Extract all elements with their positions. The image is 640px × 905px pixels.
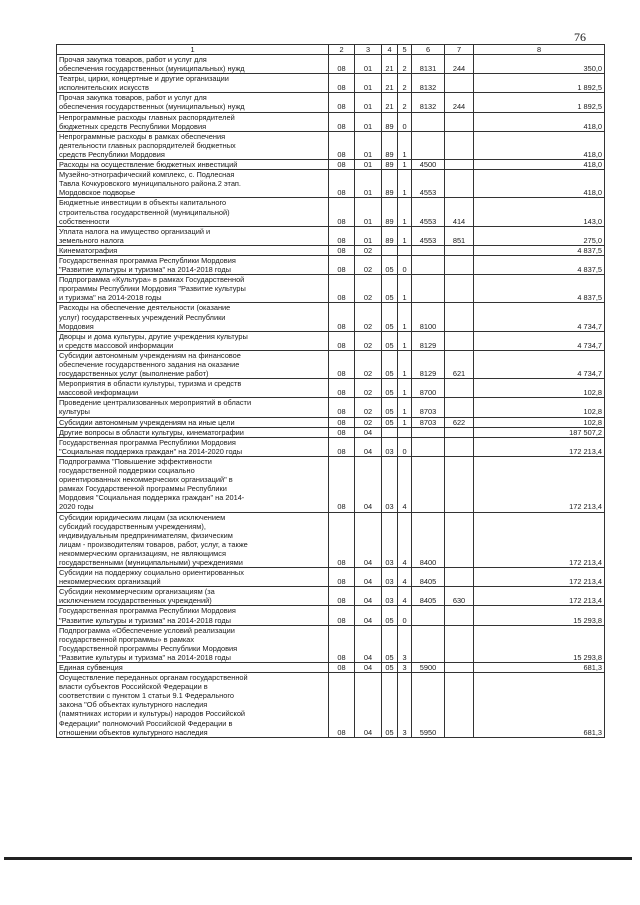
row-name-cell: Государственная программа Республики Мордовия "Социальная поддержка граждан" на 2014-2020 годы — [57, 437, 329, 456]
row-name-cell: Уплата налога на имущество организаций и земельного налога — [57, 226, 329, 245]
row-name-cell: Подпрограмма "Повышение эффективности государственной поддержки социально ориентированных некоммерческих организаций" в рамках Государственной программы Республики Мордовия "Социальная поддержка граждан" на 2014- 2020 годы — [57, 456, 329, 512]
target-item-cell — [412, 112, 445, 131]
row-name-cell: Субсидии автономным учреждениям на финансовое обеспечение государственного задания на оказание государственных услуг (выполнение работ) — [57, 350, 329, 378]
program-cell: 03 — [382, 587, 398, 606]
expense-type-cell — [445, 568, 474, 587]
subsection-cell: 02 — [355, 379, 382, 398]
row-name-cell: Государственная программа Республики Мордовия "Развитие культуры и туризма" на 2014-2018 годы — [57, 255, 329, 274]
program-cell: 05 — [382, 673, 398, 738]
subsection-cell: 04 — [355, 587, 382, 606]
table-row — [57, 379, 605, 398]
amount-cell: 15 293,8 — [474, 606, 605, 625]
subsection-cell: 02 — [355, 417, 382, 427]
target-item-cell — [412, 255, 445, 274]
table-row — [57, 331, 605, 350]
section-cell: 08 — [329, 606, 355, 625]
target-item-cell: 8100 — [412, 303, 445, 331]
amount-cell: 4 837,5 — [474, 245, 605, 255]
table-row — [57, 437, 605, 456]
table-row — [57, 55, 605, 74]
table-row — [57, 350, 605, 378]
table-row — [57, 170, 605, 198]
subprogram-cell: 1 — [398, 131, 412, 159]
subsection-cell: 02 — [355, 275, 382, 303]
subprogram-cell: 0 — [398, 112, 412, 131]
table-row — [57, 198, 605, 226]
expense-type-cell: 622 — [445, 417, 474, 427]
target-item-cell — [412, 427, 445, 437]
subsection-cell: 02 — [355, 350, 382, 378]
subprogram-cell: 1 — [398, 275, 412, 303]
row-name-cell: Дворцы и дома культуры, другие учреждения культуры и средств массовой информации — [57, 331, 329, 350]
table-row — [57, 587, 605, 606]
header-cell-6: 6 — [412, 45, 445, 55]
table-body — [57, 55, 605, 738]
row-name-cell: Государственная программа Республики Мордовия "Развитие культуры и туризма" на 2014-2018 годы — [57, 606, 329, 625]
target-item-cell — [412, 131, 445, 159]
page-number: 76 — [574, 30, 586, 44]
header-cell-3: 3 — [355, 45, 382, 55]
subprogram-cell: 0 — [398, 255, 412, 274]
target-item-cell — [412, 625, 445, 662]
table-row — [57, 606, 605, 625]
section-cell: 08 — [329, 198, 355, 226]
expense-type-cell — [445, 275, 474, 303]
row-name-cell: Непрограммные расходы в рамках обеспечения деятельности главных распорядителей бюджетных средств Республики Мордовия — [57, 131, 329, 159]
row-name-cell: Субсидии юридическим лицам (за исключением субсидий государственным учреждениям), индивидуальным предпринимателям, физическим лицам - производителям товаров, работ, услуг, а также некоммерческим организациям, не являющимся государственными (муниципальными) учреждениями — [57, 512, 329, 568]
section-cell: 08 — [329, 170, 355, 198]
target-item-cell — [412, 456, 445, 512]
section-cell: 08 — [329, 427, 355, 437]
amount-cell: 15 293,8 — [474, 625, 605, 662]
row-name-cell: Другие вопросы в области культуры, кинематографии — [57, 427, 329, 437]
section-cell: 08 — [329, 245, 355, 255]
target-item-cell: 8129 — [412, 331, 445, 350]
table-row — [57, 427, 605, 437]
subsection-cell: 04 — [355, 606, 382, 625]
target-item-cell: 4553 — [412, 198, 445, 226]
target-item-cell — [412, 437, 445, 456]
amount-cell: 102,8 — [474, 398, 605, 417]
subprogram-cell: 2 — [398, 93, 412, 112]
target-item-cell: 5900 — [412, 663, 445, 673]
subprogram-cell: 3 — [398, 673, 412, 738]
header-cell-5: 5 — [398, 45, 412, 55]
row-name-cell: Бюджетные инвестиции в объекты капитального строительства государственной (муниципальной) собственности — [57, 198, 329, 226]
target-item-cell: 8700 — [412, 379, 445, 398]
row-name-cell: Театры, цирки, концертные и другие организации исполнительских искусств — [57, 74, 329, 93]
subprogram-cell — [398, 245, 412, 255]
target-item-cell: 4500 — [412, 160, 445, 170]
table-row — [57, 226, 605, 245]
amount-cell: 418,0 — [474, 160, 605, 170]
header-cell-8: 8 — [474, 45, 605, 55]
section-cell: 08 — [329, 226, 355, 245]
expense-type-cell: 244 — [445, 55, 474, 74]
target-item-cell: 8132 — [412, 74, 445, 93]
subsection-cell: 02 — [355, 398, 382, 417]
expense-type-cell — [445, 427, 474, 437]
row-name-cell: Подпрограмма «Обеспечение условий реализации государственной программы» в рамках Государственной программы Республики Мордовия "Развитие культуры и туризма" на 2014-2018 годы — [57, 625, 329, 662]
program-cell: 05 — [382, 350, 398, 378]
subsection-cell: 04 — [355, 437, 382, 456]
budget-table — [56, 44, 605, 738]
expense-type-cell — [445, 606, 474, 625]
subsection-cell: 04 — [355, 456, 382, 512]
table-row — [57, 568, 605, 587]
header-cell-4: 4 — [382, 45, 398, 55]
section-cell: 08 — [329, 437, 355, 456]
amount-cell: 418,0 — [474, 112, 605, 131]
program-cell: 89 — [382, 160, 398, 170]
target-item-cell: 8703 — [412, 398, 445, 417]
subprogram-cell: 1 — [398, 350, 412, 378]
table-row — [57, 456, 605, 512]
expense-type-cell: 851 — [445, 226, 474, 245]
expense-type-cell — [445, 437, 474, 456]
amount-cell: 275,0 — [474, 226, 605, 245]
expense-type-cell — [445, 663, 474, 673]
section-cell: 08 — [329, 74, 355, 93]
program-cell: 89 — [382, 112, 398, 131]
subsection-cell: 01 — [355, 198, 382, 226]
amount-cell: 418,0 — [474, 170, 605, 198]
expense-type-cell — [445, 379, 474, 398]
amount-cell: 1 892,5 — [474, 74, 605, 93]
section-cell: 08 — [329, 331, 355, 350]
section-cell: 08 — [329, 663, 355, 673]
table-row — [57, 275, 605, 303]
table-row — [57, 131, 605, 159]
row-name-cell: Расходы на обеспечение деятельности (оказание услуг) государственных учреждений Республики Мордовия — [57, 303, 329, 331]
amount-cell: 350,0 — [474, 55, 605, 74]
target-item-cell: 5950 — [412, 673, 445, 738]
table-row — [57, 255, 605, 274]
table-row — [57, 160, 605, 170]
subprogram-cell: 4 — [398, 587, 412, 606]
expense-type-cell — [445, 112, 474, 131]
subsection-cell: 02 — [355, 331, 382, 350]
program-cell: 03 — [382, 437, 398, 456]
amount-cell: 1 892,5 — [474, 93, 605, 112]
table-row — [57, 398, 605, 417]
expense-type-cell: 630 — [445, 587, 474, 606]
subprogram-cell: 1 — [398, 226, 412, 245]
amount-cell: 681,3 — [474, 663, 605, 673]
subprogram-cell: 1 — [398, 379, 412, 398]
expense-type-cell — [445, 512, 474, 568]
expense-type-cell — [445, 131, 474, 159]
section-cell: 08 — [329, 587, 355, 606]
subsection-cell: 02 — [355, 303, 382, 331]
amount-cell: 4 837,5 — [474, 255, 605, 274]
section-cell: 08 — [329, 568, 355, 587]
target-item-cell — [412, 606, 445, 625]
program-cell — [382, 427, 398, 437]
program-cell: 89 — [382, 131, 398, 159]
table-row — [57, 303, 605, 331]
table-row — [57, 625, 605, 662]
subsection-cell: 04 — [355, 663, 382, 673]
subsection-cell: 02 — [355, 245, 382, 255]
subprogram-cell: 0 — [398, 437, 412, 456]
subprogram-cell: 2 — [398, 74, 412, 93]
row-name-cell: Субсидии автономным учреждениям на иные цели — [57, 417, 329, 427]
amount-cell: 172 213,4 — [474, 568, 605, 587]
subprogram-cell: 1 — [398, 160, 412, 170]
subprogram-cell: 1 — [398, 331, 412, 350]
program-cell: 05 — [382, 417, 398, 427]
subsection-cell: 01 — [355, 170, 382, 198]
expense-type-cell — [445, 74, 474, 93]
program-cell — [382, 245, 398, 255]
target-item-cell: 8400 — [412, 512, 445, 568]
section-cell: 08 — [329, 303, 355, 331]
program-cell: 05 — [382, 379, 398, 398]
subprogram-cell: 4 — [398, 456, 412, 512]
subprogram-cell: 1 — [398, 170, 412, 198]
subprogram-cell: 1 — [398, 303, 412, 331]
subsection-cell: 01 — [355, 93, 382, 112]
program-cell: 89 — [382, 226, 398, 245]
amount-cell: 4 734,7 — [474, 331, 605, 350]
table-row — [57, 663, 605, 673]
section-cell: 08 — [329, 112, 355, 131]
expense-type-cell: 621 — [445, 350, 474, 378]
row-name-cell: Подпрограмма «Культура» в рамках Государственной программы Республики Мордовия "Развитие культуры и туризма" на 2014-2018 годы — [57, 275, 329, 303]
expense-type-cell — [445, 245, 474, 255]
target-item-cell — [412, 245, 445, 255]
subsection-cell: 01 — [355, 74, 382, 93]
header-cell-7: 7 — [445, 45, 474, 55]
target-item-cell: 8703 — [412, 417, 445, 427]
section-cell: 08 — [329, 55, 355, 74]
amount-cell: 4 734,7 — [474, 350, 605, 378]
program-cell: 05 — [382, 255, 398, 274]
program-cell: 21 — [382, 74, 398, 93]
program-cell: 03 — [382, 456, 398, 512]
program-cell: 05 — [382, 303, 398, 331]
row-name-cell: Единая субвенция — [57, 663, 329, 673]
header-row — [57, 45, 605, 55]
amount-cell: 172 213,4 — [474, 587, 605, 606]
subprogram-cell — [398, 427, 412, 437]
table-row — [57, 417, 605, 427]
subsection-cell: 01 — [355, 112, 382, 131]
row-name-cell: Прочая закупка товаров, работ и услуг для обеспечения государственных (муниципальных) нужд — [57, 55, 329, 74]
amount-cell: 4 837,5 — [474, 275, 605, 303]
amount-cell: 187 507,2 — [474, 427, 605, 437]
subsection-cell: 02 — [355, 255, 382, 274]
row-name-cell: Кинематография — [57, 245, 329, 255]
amount-cell: 4 734,7 — [474, 303, 605, 331]
target-item-cell — [412, 275, 445, 303]
program-cell: 21 — [382, 93, 398, 112]
amount-cell: 172 213,4 — [474, 456, 605, 512]
amount-cell: 172 213,4 — [474, 437, 605, 456]
program-cell: 05 — [382, 625, 398, 662]
subprogram-cell: 4 — [398, 512, 412, 568]
program-cell: 05 — [382, 331, 398, 350]
amount-cell: 102,8 — [474, 417, 605, 427]
target-item-cell: 8405 — [412, 587, 445, 606]
subsection-cell: 04 — [355, 427, 382, 437]
target-item-cell: 4553 — [412, 226, 445, 245]
table-row — [57, 93, 605, 112]
row-name-cell: Музейно-этнографический комплекс, с. Подлесная Тавла Кочкуровского муниципального района.2 этап. Мордовское подворье — [57, 170, 329, 198]
subsection-cell: 04 — [355, 673, 382, 738]
expense-type-cell — [445, 398, 474, 417]
table-row — [57, 74, 605, 93]
subsection-cell: 04 — [355, 568, 382, 587]
subsection-cell: 04 — [355, 512, 382, 568]
program-cell: 21 — [382, 55, 398, 74]
section-cell: 08 — [329, 350, 355, 378]
section-cell: 08 — [329, 275, 355, 303]
section-cell: 08 — [329, 131, 355, 159]
section-cell: 08 — [329, 417, 355, 427]
program-cell: 05 — [382, 606, 398, 625]
table-row — [57, 112, 605, 131]
table-row — [57, 673, 605, 738]
expense-type-cell — [445, 255, 474, 274]
section-cell: 08 — [329, 512, 355, 568]
expense-type-cell — [445, 456, 474, 512]
row-name-cell: Субсидии на поддержку социально ориентированных некоммерческих организаций — [57, 568, 329, 587]
program-cell: 05 — [382, 663, 398, 673]
row-name-cell: Непрограммные расходы главных распорядителей бюджетных средств Республики Мордовия — [57, 112, 329, 131]
row-name-cell: Прочая закупка товаров, работ и услуг для обеспечения государственных (муниципальных) нужд — [57, 93, 329, 112]
expense-type-cell — [445, 303, 474, 331]
program-cell: 89 — [382, 170, 398, 198]
bottom-rule — [4, 857, 632, 860]
amount-cell: 681,3 — [474, 673, 605, 738]
expense-type-cell — [445, 170, 474, 198]
target-item-cell: 8132 — [412, 93, 445, 112]
row-name-cell: Проведение централизованных мероприятий в области культуры — [57, 398, 329, 417]
section-cell: 08 — [329, 93, 355, 112]
row-name-cell: Осуществление переданных органам государственной власти субъектов Российской Федерации в соответствии с пунктом 1 статьи 9.1 Федерального закона "Об объектах культурного наследия (памятниках истории и культуры) народов Российской Федерации" полномочий Российской Федерации в отношении объектов культурного наследия — [57, 673, 329, 738]
expense-type-cell — [445, 331, 474, 350]
subprogram-cell: 4 — [398, 568, 412, 587]
subsection-cell: 01 — [355, 226, 382, 245]
section-cell: 08 — [329, 160, 355, 170]
section-cell: 08 — [329, 255, 355, 274]
amount-cell: 143,0 — [474, 198, 605, 226]
section-cell: 08 — [329, 379, 355, 398]
subprogram-cell: 3 — [398, 625, 412, 662]
header-cell-2: 2 — [329, 45, 355, 55]
expense-type-cell — [445, 625, 474, 662]
subprogram-cell: 1 — [398, 417, 412, 427]
target-item-cell: 8405 — [412, 568, 445, 587]
program-cell: 89 — [382, 198, 398, 226]
row-name-cell: Субсидии некоммерческим организациям (за исключением государственных учреждений) — [57, 587, 329, 606]
table-row — [57, 245, 605, 255]
section-cell: 08 — [329, 625, 355, 662]
subsection-cell: 01 — [355, 55, 382, 74]
subprogram-cell: 1 — [398, 398, 412, 417]
section-cell: 08 — [329, 398, 355, 417]
subprogram-cell: 0 — [398, 606, 412, 625]
budget-table-sheet — [56, 44, 604, 738]
program-cell: 03 — [382, 568, 398, 587]
amount-cell: 172 213,4 — [474, 512, 605, 568]
program-cell: 05 — [382, 275, 398, 303]
subsection-cell: 04 — [355, 625, 382, 662]
section-cell: 08 — [329, 456, 355, 512]
table-row — [57, 512, 605, 568]
target-item-cell: 8131 — [412, 55, 445, 74]
subprogram-cell: 1 — [398, 198, 412, 226]
subsection-cell: 01 — [355, 131, 382, 159]
subprogram-cell: 2 — [398, 55, 412, 74]
row-name-cell: Мероприятия в области культуры, туризма и средств массовой информации — [57, 379, 329, 398]
expense-type-cell — [445, 673, 474, 738]
amount-cell: 102,8 — [474, 379, 605, 398]
header-cell-1: 1 — [57, 45, 329, 55]
target-item-cell: 8129 — [412, 350, 445, 378]
target-item-cell: 4553 — [412, 170, 445, 198]
subsection-cell: 01 — [355, 160, 382, 170]
expense-type-cell: 414 — [445, 198, 474, 226]
expense-type-cell: 244 — [445, 93, 474, 112]
expense-type-cell — [445, 160, 474, 170]
program-cell: 05 — [382, 398, 398, 417]
row-name-cell: Расходы на осуществление бюджетных инвестиций — [57, 160, 329, 170]
subprogram-cell: 3 — [398, 663, 412, 673]
amount-cell: 418,0 — [474, 131, 605, 159]
section-cell: 08 — [329, 673, 355, 738]
program-cell: 03 — [382, 512, 398, 568]
